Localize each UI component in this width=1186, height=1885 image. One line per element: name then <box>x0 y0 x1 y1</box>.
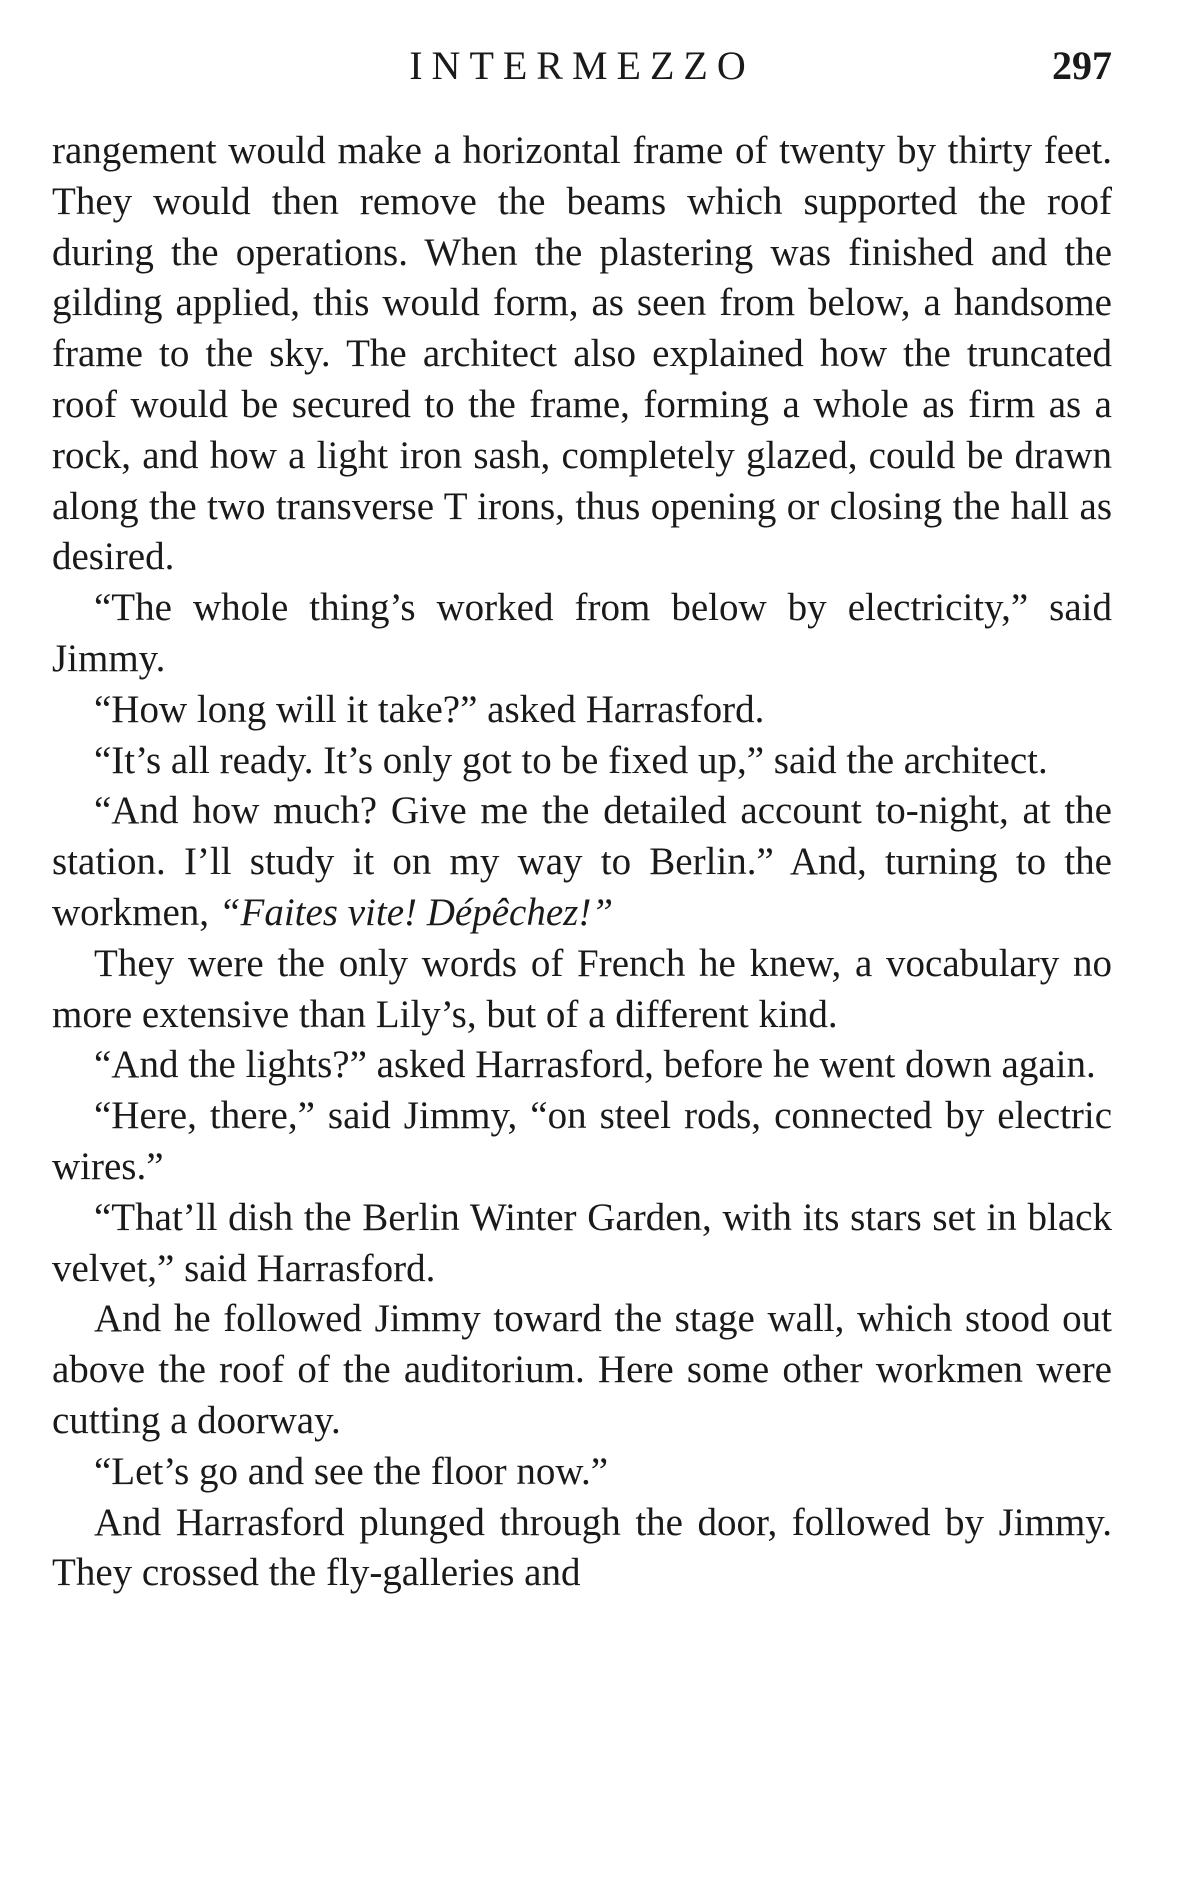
paragraph-4: “It’s all ready. It’s only got to be fixed up,” said the architect. <box>94 738 1048 782</box>
book-page <box>52 38 1112 1599</box>
paragraph-12: And Harrasford plunged through the door, followed by Jimmy. They crossed the fly-galleries and <box>52 1500 1112 1595</box>
paragraph-10: And he followed Jimmy toward the stage wall, which stood out above the roof of the auditorium. Here some other workmen were cutting a doorway. <box>52 1297 1112 1442</box>
page-header <box>52 38 1112 98</box>
paragraph-6: They were the only words of French he knew, a vocabulary no more extensive than Lily’s, but of a different kind. <box>52 941 1112 1036</box>
paragraph-8: “Here, there,” said Jimmy, “on steel rods, connected by electric wires.” <box>52 1094 1112 1188</box>
body-text <box>52 126 1112 1599</box>
paragraph-9: “That’ll dish the Berlin Winter Garden, with its stars set in black velvet,” said Harrasford. <box>52 1195 1112 1290</box>
paragraph-7: “And the lights?” asked Harrasford, before he went down again. <box>94 1043 1096 1087</box>
paragraph-1: rangement would make a horizontal frame of twenty by thirty feet. They would then remove the beams which supported the roof during the operations. When the plastering was finished and the gilding applied, this would form, as seen from below, a handsome frame to the sky. The architect also explained how the truncated roof would be secured to the frame, forming a whole as firm as a rock, and how a light iron sash, completely glazed, could be drawn along the two transverse T irons, thus opening or closing the hall as desired. <box>52 129 1112 579</box>
paragraph-5-french-quote: “Faites vite! Dépêchez!” <box>218 890 614 934</box>
paragraph-2: “The whole thing’s worked from below by electricity,” said Jimmy. <box>52 586 1112 680</box>
paragraph-5-text: “And how much? Give me the detailed account to-night, at the station. I’ll study it on my way to Berlin.” And, turning to the workmen, <box>52 789 1112 934</box>
page-number: 297 <box>1052 43 1112 88</box>
paragraph-11: “Let’s go and see the floor now.” <box>94 1449 609 1493</box>
paragraph-5 <box>52 786 1112 938</box>
running-title: INTERMEZZO <box>409 43 755 88</box>
paragraph-3: “How long will it take?” asked Harrasford. <box>94 687 765 731</box>
